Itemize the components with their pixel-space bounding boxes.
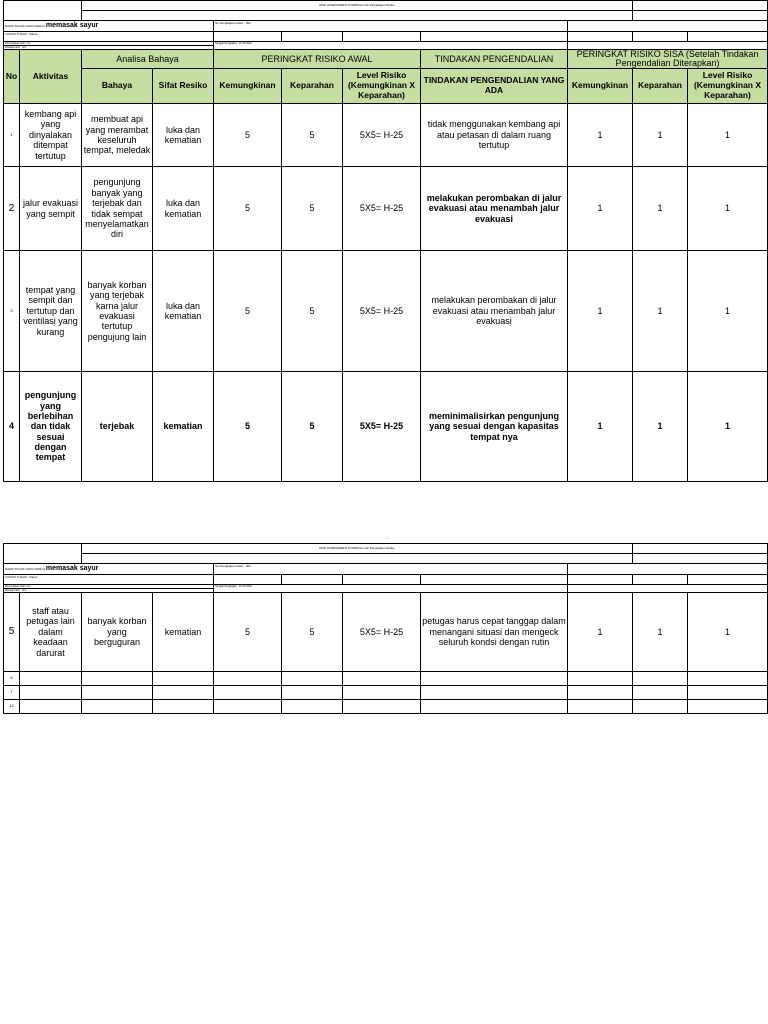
- table-row: 3 tempat yang sempit dan tertutup dan ventilasi yang kurang banyak korban yang terjebak karna jalur evakuasi tertutup pengujung lain luka dan kematian 5 5 5X5= H-25 melakukan perombakan di jalur evakuasi atau menambah jalur evakuasi 1 1 1: [4, 251, 768, 372]
- task-name: NAMA TUGAS YANG DINILAI memasak sayur: [4, 564, 214, 575]
- header-tindakan: TINDAKAN PENGENDALIAN: [421, 50, 568, 69]
- header-level-sisa: Level Risiko (Kemungkinan X Keparahan): [688, 69, 768, 104]
- header-no: No: [4, 50, 20, 104]
- empty-row: 12: [4, 700, 768, 714]
- task-name: NAMA TUGAS YANG DINILAI memasak sayur: [4, 21, 214, 32]
- form-title: RISK ASSESSMENT FORM/Formulir Pengkajian Resiko: [82, 544, 633, 554]
- page-separator: - / -: [384, 535, 390, 540]
- header-keparahan-sisa: Keparahan: [633, 69, 688, 104]
- header-kemungkinan-awal: Kemungkinan: [214, 69, 282, 104]
- empty-row: 7: [4, 686, 768, 700]
- task-location: LOKASI TUGAS : Dapur: [4, 32, 214, 42]
- assessment-number: No.Pengkajian resiko : 001: [214, 21, 568, 32]
- header-keparahan-awal: Keparahan: [282, 69, 343, 104]
- assessment-date: Tanggal Pengkajian : 30-10-2022: [214, 585, 568, 593]
- header-tindakan-ada: TINDAKAN PENGENDALIAN YANG ADA: [421, 69, 568, 104]
- approved-by: Disetujui oleh : ririn: [4, 46, 214, 50]
- header-kemungkinan-sisa: Kemungkinan: [568, 69, 633, 104]
- prepared-by: Dipersiapkan oleh: ririn: [4, 42, 214, 46]
- table-row: 4 pengunjung yang berlebihan dan tidak sesuai dengan tempat terjebak kematian 5 5 5X5= H-25 meminimalisirkan pengunjung yang sesuai dengan kapasitas tempat nya 1 1 1: [4, 372, 768, 482]
- header-peringkat-sisa: PERINGKAT RISIKO SISA (Setelah Tindakan Pengendalian Diterapkan): [568, 50, 768, 69]
- approved-by: Disetujui oleh : ririn: [4, 589, 214, 593]
- assessment-date: Tanggal Pengkajian : 30-10-2022: [214, 42, 568, 50]
- task-location: LOKASI TUGAS : Dapur: [4, 575, 214, 585]
- header-sifat-resiko: Sifat Resiko: [153, 69, 214, 104]
- table-row: 2 jalur evakuasi yang sempit pengunjung banyak yang terjebak dan tidak sempat menyelamatkan diri luka dan kematian 5 5 5X5= H-25 melakukan perombakan di jalur evakuasi atau menambah jalur evakuasi 1 1 1: [4, 167, 768, 251]
- risk-table-page-1: [3, 0, 768, 482]
- logo-cell: [4, 1, 82, 21]
- header-analisa-bahaya: Analisa Bahaya: [82, 50, 214, 69]
- header-level-awal: Level Risiko (Kemungkinan X Keparahan): [343, 69, 421, 104]
- header-aktivitas: Aktivitas: [20, 50, 82, 104]
- table-row: 1 kembang api yang dinyalakan ditempat tertutup membuat api yang merambat keseluruh tempat, meledak luka dan kematian 5 5 5X5= H-25 tidak menggunakan kembang api atau petasan di dalam ruang tertutup 1 1 1: [4, 104, 768, 167]
- risk-table-page-2: [3, 543, 768, 714]
- empty-row: 6: [4, 672, 768, 686]
- header-peringkat-awal: PERINGKAT RISIKO AWAL: [214, 50, 421, 69]
- form-title: RISK ASSESSMENT FORM/Formulir Pengkajian Resiko: [82, 1, 633, 11]
- prepared-by: Dipersiapkan oleh: ririn: [4, 585, 214, 589]
- header-bahaya: Bahaya: [82, 69, 153, 104]
- assessment-number: No.Pengkajian resiko : 001: [214, 564, 568, 575]
- table-row: 5 staff atau petugas lain dalam keadaan darurat banyak korban yang berguguran kematian 5 5 5X5= H-25 petugas harus cepat tanggap dalam menangani situasi dan mengeck seluruh kondsi dengan rutin 1 1 1: [4, 593, 768, 672]
